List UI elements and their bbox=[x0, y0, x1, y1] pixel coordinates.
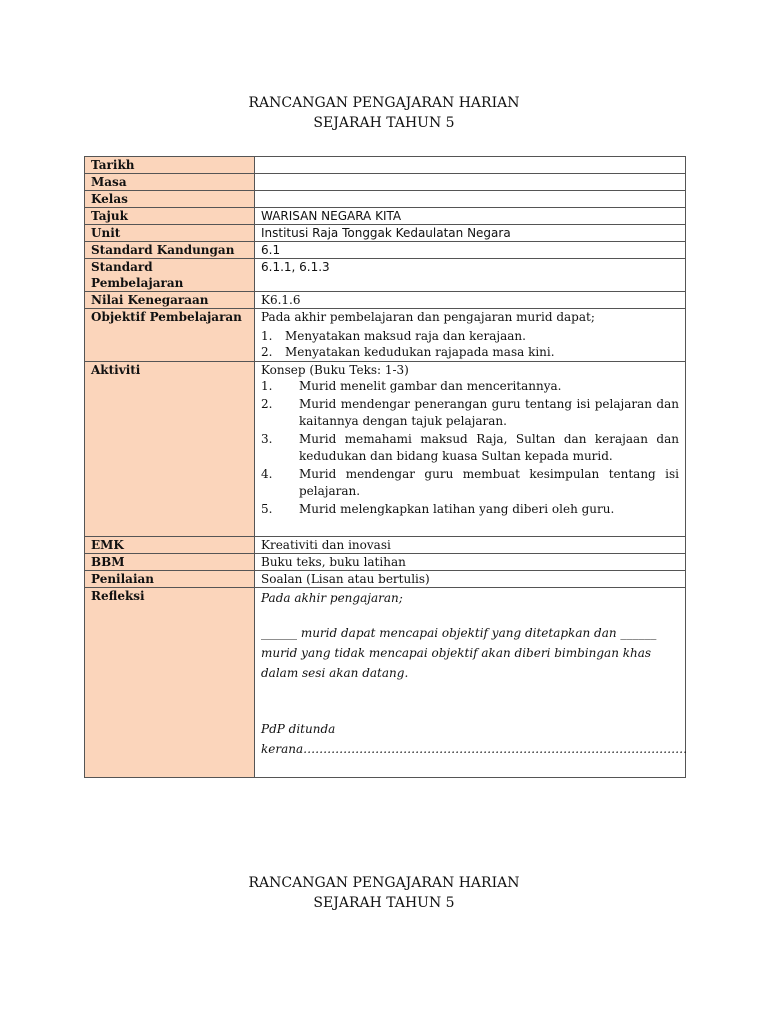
row-tarikh bbox=[85, 157, 686, 174]
item-text: Murid melengkapkan latihan yang diberi oleh guru. bbox=[299, 501, 615, 516]
item-text: Murid mendengar penerangan guru tentang isi pelajaran dan kaitannya dengan tajuk pelajaran. bbox=[299, 396, 679, 428]
label-masa: Masa bbox=[85, 174, 255, 191]
lesson-plan-table bbox=[84, 156, 686, 778]
list-item bbox=[261, 466, 679, 501]
label-standard-pembelajaran: Standard Pembelajaran bbox=[85, 259, 255, 292]
value-unit: Institusi Raja Tonggak Kedaulatan Negara bbox=[255, 225, 686, 242]
aktiviti-intro: Konsep (Buku Teks: 1-3) bbox=[261, 363, 409, 377]
item-number: 3. bbox=[261, 431, 273, 446]
list-item bbox=[261, 378, 679, 396]
row-objektif bbox=[85, 309, 686, 362]
label-kelas: Kelas bbox=[85, 191, 255, 208]
row-refleksi bbox=[85, 588, 686, 778]
item-text: Murid menelit gambar dan menceritannya. bbox=[299, 379, 562, 393]
value-standard-kandungan: 6.1 bbox=[255, 242, 686, 259]
item-number: 2. bbox=[261, 396, 273, 411]
objektif-list bbox=[261, 328, 679, 360]
refleksi-line-3: PdP ditunda bbox=[261, 722, 336, 736]
value-standard-pembelajaran: 6.1.1, 6.1.3 bbox=[255, 259, 686, 292]
title-line-1: RANCANGAN PENGAJARAN HARIAN bbox=[248, 875, 520, 891]
row-standard-pembelajaran bbox=[85, 259, 686, 292]
list-item bbox=[261, 431, 679, 466]
label-refleksi: Refleksi bbox=[85, 588, 255, 778]
refleksi-line-1: Pada akhir pengajaran; bbox=[261, 591, 403, 605]
label-tarikh: Tarikh bbox=[85, 157, 255, 174]
value-aktiviti bbox=[255, 362, 686, 537]
label-tajuk: Tajuk bbox=[85, 208, 255, 225]
label-penilaian: Penilaian bbox=[85, 571, 255, 588]
label-unit: Unit bbox=[85, 225, 255, 242]
label-emk: EMK bbox=[85, 537, 255, 554]
refleksi-line-4: kerana…………………………………………………………………………………… bbox=[261, 742, 688, 756]
list-item bbox=[261, 328, 679, 344]
label-standard-kandungan: Standard Kandungan bbox=[85, 242, 255, 259]
value-masa bbox=[255, 174, 686, 191]
page-title-repeat bbox=[0, 873, 768, 913]
row-masa bbox=[85, 174, 686, 191]
row-kelas bbox=[85, 191, 686, 208]
refleksi-line-2: ______ murid dapat mencapai objektif yang ditetapkan dan ______ murid yang tidak mencapai objektif akan diberi bimbingan khas dalam sesi akan datang. bbox=[261, 626, 657, 680]
label-objektif: Objektif Pembelajaran bbox=[85, 309, 255, 362]
row-bbm bbox=[85, 554, 686, 571]
value-tajuk: WARISAN NEGARA KITA bbox=[255, 208, 686, 225]
item-number: 1. bbox=[261, 329, 273, 343]
list-item bbox=[261, 344, 679, 360]
value-tarikh bbox=[255, 157, 686, 174]
item-text: Murid memahami maksud Raja, Sultan dan kerajaan dan kedudukan dan bidang kuasa Sultan kepada murid. bbox=[299, 431, 679, 463]
item-text: Menyatakan maksud raja dan kerajaan. bbox=[285, 329, 526, 343]
row-standard-kandungan bbox=[85, 242, 686, 259]
value-refleksi bbox=[255, 588, 686, 778]
row-unit bbox=[85, 225, 686, 242]
row-aktiviti bbox=[85, 362, 686, 537]
list-item bbox=[261, 501, 679, 519]
row-penilaian bbox=[85, 571, 686, 588]
label-aktiviti: Aktiviti bbox=[85, 362, 255, 537]
value-penilaian: Soalan (Lisan atau bertulis) bbox=[255, 571, 686, 588]
value-kelas bbox=[255, 191, 686, 208]
row-nilai-kenegaraan bbox=[85, 292, 686, 309]
title-line-1: RANCANGAN PENGAJARAN HARIAN bbox=[248, 95, 520, 111]
aktiviti-list bbox=[261, 378, 679, 518]
label-nilai-kenegaraan: Nilai Kenegaraan bbox=[85, 292, 255, 309]
title-line-2: SEJARAH TAHUN 5 bbox=[313, 895, 455, 911]
item-number: 5. bbox=[261, 501, 273, 516]
value-bbm: Buku teks, buku latihan bbox=[255, 554, 686, 571]
item-number: 4. bbox=[261, 466, 273, 481]
row-emk bbox=[85, 537, 686, 554]
value-nilai-kenegaraan: K6.1.6 bbox=[255, 292, 686, 309]
item-number: 1. bbox=[261, 379, 273, 393]
list-item bbox=[261, 396, 679, 431]
item-text: Murid mendengar guru membuat kesimpulan tentang isi pelajaran. bbox=[299, 466, 679, 498]
label-bbm: BBM bbox=[85, 554, 255, 571]
page-title bbox=[0, 93, 768, 133]
value-objektif bbox=[255, 309, 686, 362]
row-tajuk bbox=[85, 208, 686, 225]
title-line-2: SEJARAH TAHUN 5 bbox=[313, 115, 455, 131]
item-text: Menyatakan kedudukan rajapada masa kini. bbox=[285, 345, 555, 359]
item-number: 2. bbox=[261, 345, 273, 359]
objektif-intro: Pada akhir pembelajaran dan pengajaran murid dapat; bbox=[261, 310, 595, 324]
value-emk: Kreativiti dan inovasi bbox=[255, 537, 686, 554]
